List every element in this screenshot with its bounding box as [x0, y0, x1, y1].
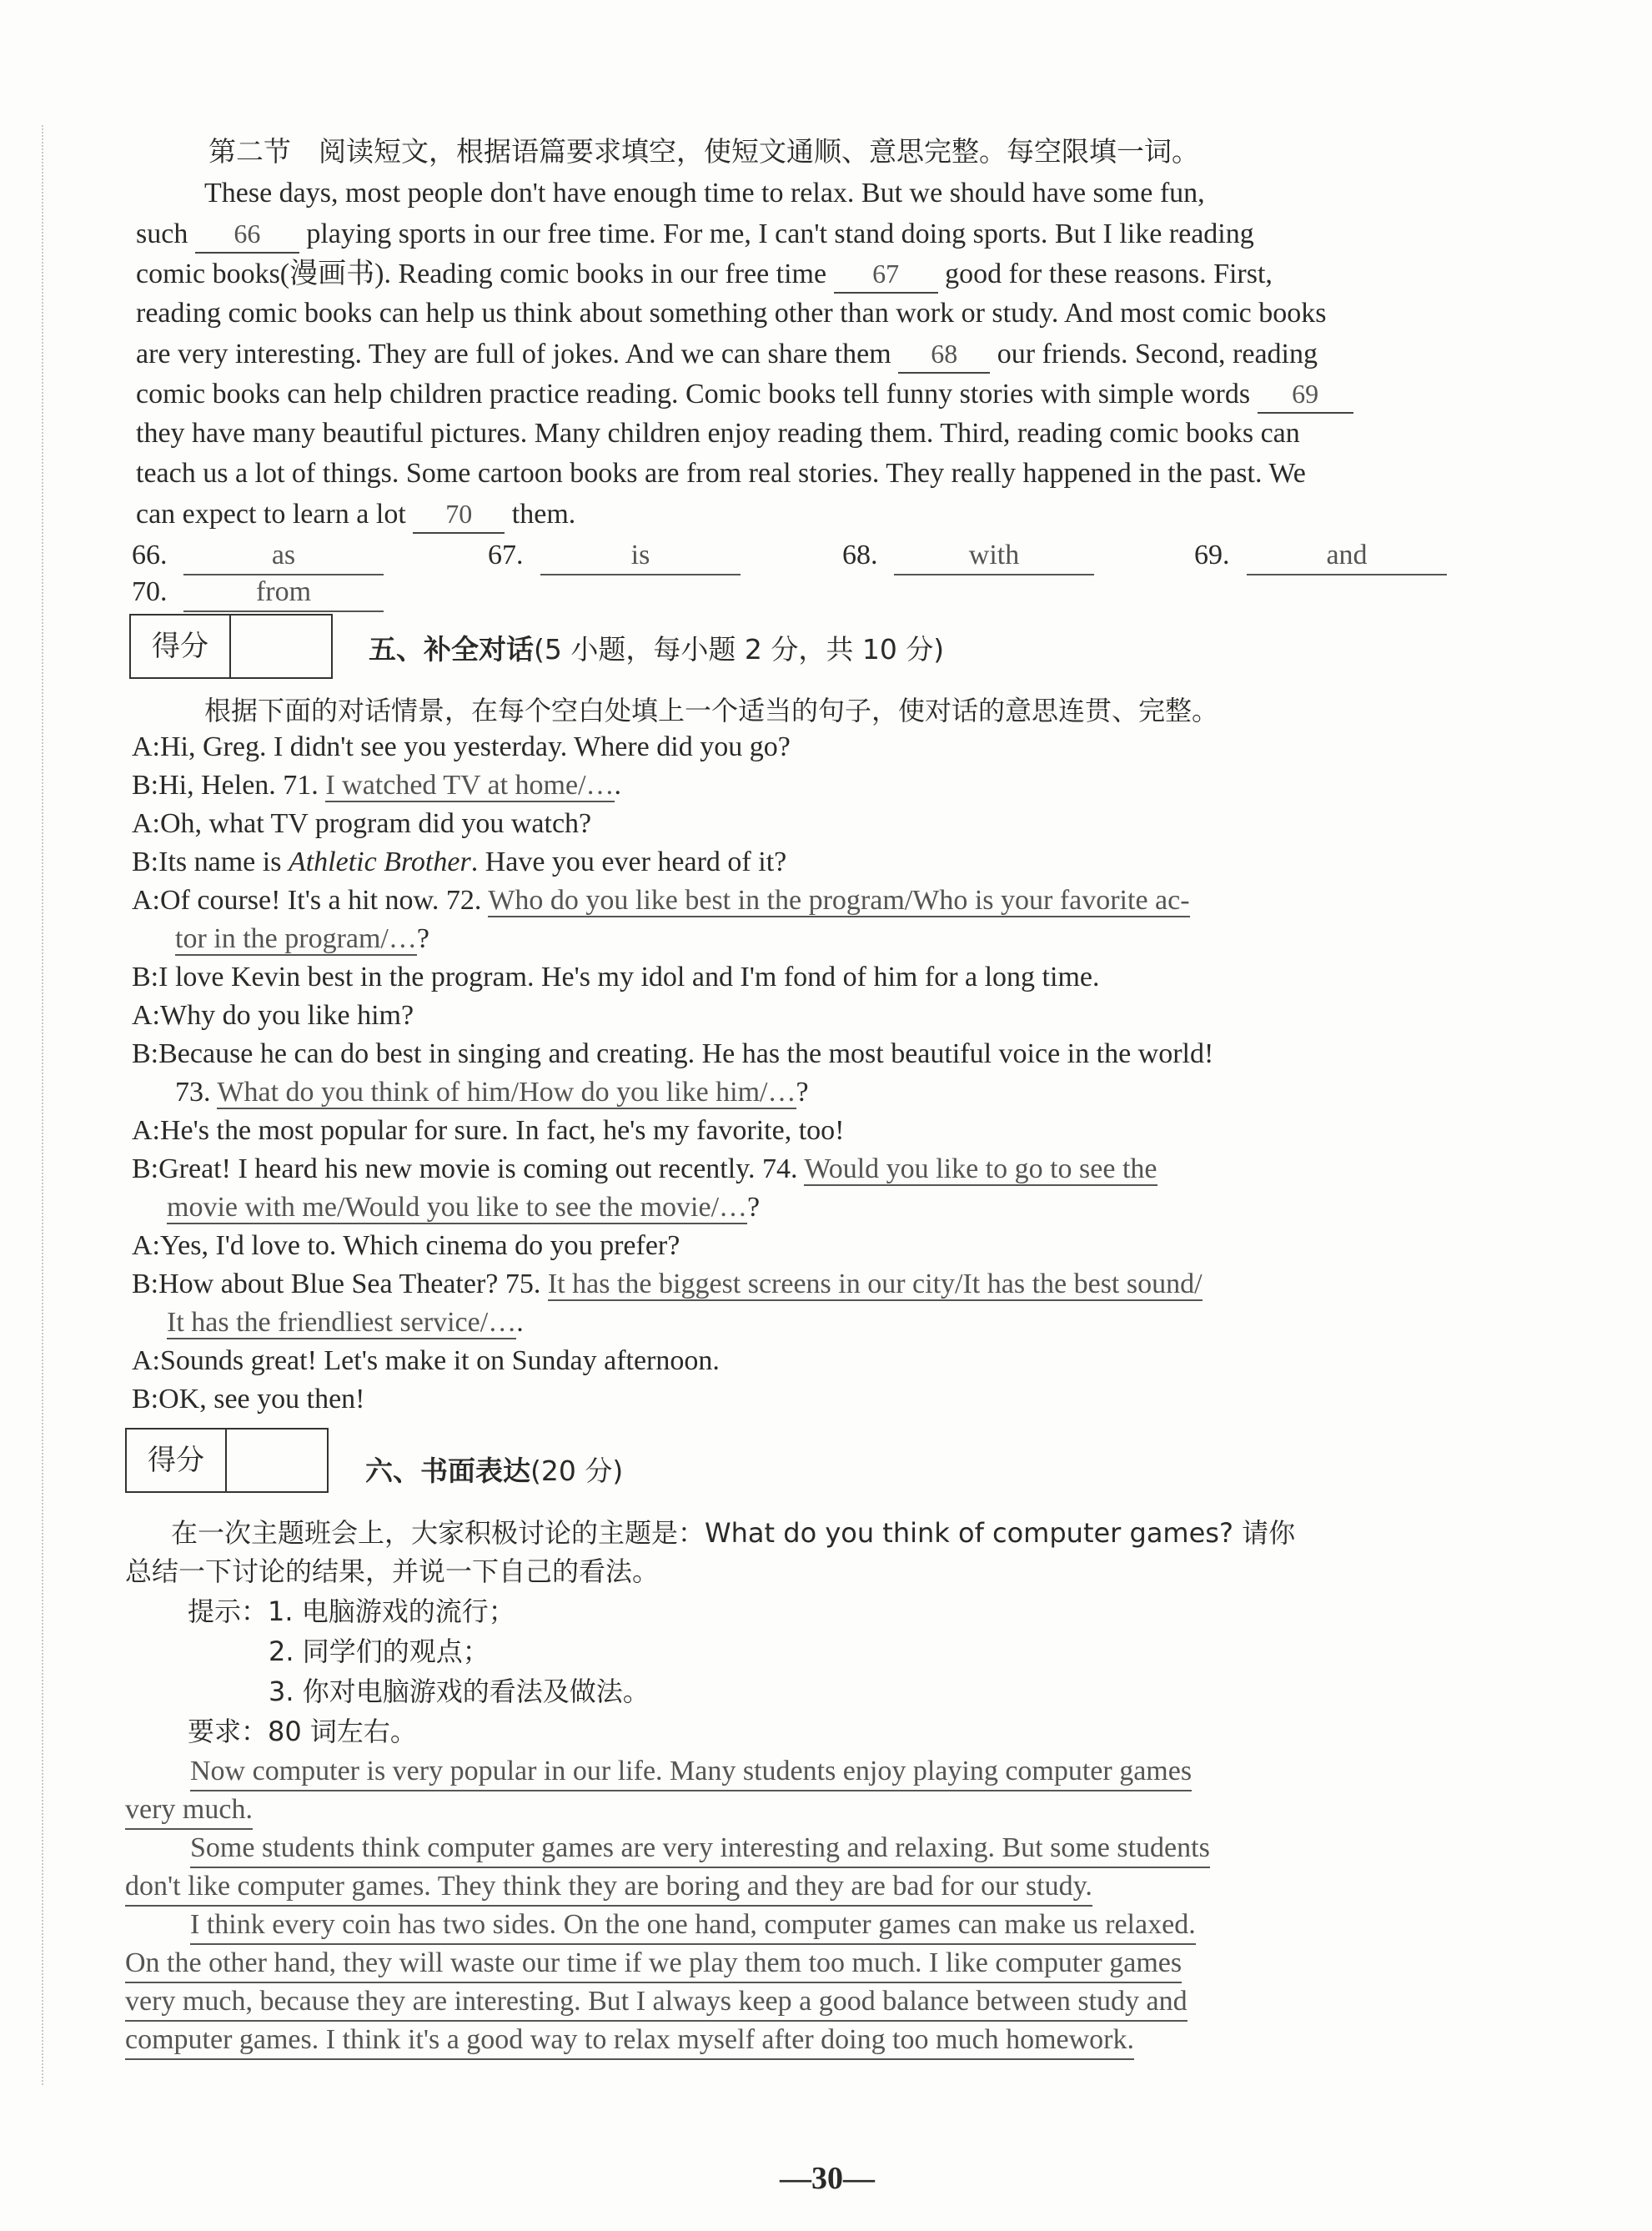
dialogue-line: A:He's the most popular for sure. In fact, he's my favorite, too! [132, 1115, 845, 1146]
answer-number-68: 68. [842, 540, 878, 570]
answer-75: It has the biggest screens in our city/It has the best sound/ [547, 1269, 1203, 1299]
dialogue-line: tor in the program/…? [175, 923, 429, 954]
dialogue-line: B:OK, see you then! [132, 1384, 365, 1414]
dialogue-line: A:Yes, I'd love to. Which cinema do you prefer? [132, 1230, 680, 1261]
dialogue-line: B:Great! I heard his new movie is coming out recently. 74. Would you like to go to see the [132, 1153, 1157, 1184]
dialogue-line: A:Hi, Greg. I didn't see you yesterday. Where did you go? [132, 731, 791, 762]
passage-line: reading comic books can help us think about something other than work or study. And most comic books [136, 298, 1327, 329]
dialogue-line: B:Its name is Athletic Brother. Have you ever heard of it? [132, 847, 787, 877]
essay-line: very much. [125, 1791, 253, 1830]
page-number: —30— [780, 2161, 875, 2196]
answer-74-cont: movie with me/Would you like to see the movie/… [167, 1192, 748, 1223]
passage-line: such 66 playing sports in our free time. For me, I can't stand doing sports. But I like reading [136, 215, 1254, 254]
answer-69: and [1247, 537, 1447, 575]
blank-67: 67 [834, 255, 938, 294]
answer-66: as [183, 537, 384, 575]
answer-number-70: 70. [132, 576, 168, 607]
blank-68: 68 [898, 335, 990, 374]
dialogue-line: A:Why do you like him? [132, 1000, 414, 1031]
answer-67: is [540, 537, 741, 575]
answer-72: Who do you like best in the program/Who is your favorite ac- [488, 885, 1190, 916]
essay-line: Now computer is very popular in our life. Many students enjoy playing computer games [190, 1753, 1192, 1791]
blank-69: 69 [1258, 375, 1353, 414]
margin-rule [42, 125, 43, 2085]
writing-hint: 3. 你对电脑游戏的看法及做法。 [269, 1676, 650, 1707]
essay-line: I think every coin has two sides. On the one hand, computer games can make us relaxed. [190, 1907, 1196, 1945]
section6-title: 六、书面表达(20 分) [365, 1455, 624, 1487]
section5-title: 五、补全对话(5 小题，每小题 2 分，共 10 分) [369, 633, 945, 666]
dialogue-line: It has the friendliest service/…. [167, 1307, 524, 1338]
answer-number-69: 69. [1194, 540, 1230, 570]
dialogue-line: B:How about Blue Sea Theater? 75. It has the biggest screens in our city/It has the best sound/ [132, 1269, 1203, 1299]
score-blank [231, 616, 331, 677]
answer-73: What do you think of him/How do you like him/… [217, 1077, 796, 1108]
essay-line: Some students think computer games are very interesting and relaxing. But some students [190, 1830, 1210, 1868]
passage-line: are very interesting. They are full of jokes. And we can share them 68 our friends. Second, reading [136, 335, 1318, 374]
answer-70: from [183, 574, 384, 612]
blank-70: 70 [413, 495, 505, 534]
writing-prompt: 在一次主题班会上，大家积极讨论的主题是：What do you think of computer games? 请你 [171, 1517, 1296, 1549]
dialogue-line: movie with me/Would you like to see the movie/…? [167, 1192, 761, 1223]
section2-heading: 第二节 阅读短文，根据语篇要求填空，使短文通顺、意思完整。每空限填一词。 [208, 135, 1199, 168]
dialogue-line: B:I love Kevin best in the program. He's my idol and I'm fond of him for a long time. [132, 962, 1100, 992]
dialogue-line: A:Sounds great! Let's make it on Sunday afternoon. [132, 1345, 720, 1376]
answer-number-66: 66. [132, 540, 168, 570]
writing-requirement: 要求：80 词左右。 [188, 1716, 417, 1747]
dialogue-line: B:Because he can do best in singing and creating. He has the most beautiful voice in the world! [132, 1038, 1214, 1069]
blank-66: 66 [195, 215, 299, 254]
score-label: 得分 [127, 1430, 227, 1491]
passage-line: comic books(漫画书). Reading comic books in our free time 67 good for these reasons. First, [136, 255, 1273, 294]
dialogue-line: B:Hi, Helen. 71. I watched TV at home/…. [132, 770, 622, 801]
dialogue-line: 73. What do you think of him/How do you like him/…? [175, 1077, 809, 1108]
answer-72-cont: tor in the program/… [175, 923, 417, 954]
passage-line: comic books can help children practice reading. Comic books tell funny stories with simple words 69 [136, 375, 1353, 414]
answer-68: with [894, 537, 1094, 575]
dialogue-line: A:Oh, what TV program did you watch? [132, 808, 592, 839]
answer-number-67: 67. [488, 540, 524, 570]
writing-hint: 提示：1. 电脑游戏的流行； [188, 1595, 515, 1627]
passage-line: they have many beautiful pictures. Many children enjoy reading them. Third, reading comic books can [136, 418, 1300, 449]
answer-71: I watched TV at home/… [325, 770, 615, 801]
writing-hint: 2. 同学们的观点； [269, 1636, 490, 1667]
passage-line: teach us a lot of things. Some cartoon books are from real stories. They really happened in the past. We [136, 458, 1306, 489]
score-label: 得分 [131, 616, 231, 677]
essay-line: computer games. I think it's a good way to relax myself after doing too much homework. [125, 2022, 1134, 2060]
score-box [129, 614, 333, 679]
score-blank [227, 1430, 327, 1491]
passage-line: can expect to learn a lot 70 them. [136, 495, 575, 534]
section5-instruction: 根据下面的对话情景，在每个空白处填上一个适当的句子，使对话的意思连贯、完整。 [204, 695, 1219, 726]
writing-prompt: 总结一下讨论的结果，并说一下自己的看法。 [125, 1555, 660, 1587]
essay-line: very much, because they are interesting. But I always keep a good balance between study and [125, 1983, 1188, 2022]
answer-75-cont: It has the friendliest service/… [167, 1307, 517, 1338]
score-box [125, 1428, 329, 1493]
dialogue-line: A:Of course! It's a hit now. 72. Who do you like best in the program/Who is your favorite ac- [132, 885, 1190, 916]
passage-line: These days, most people don't have enough time to relax. But we should have some fun, [204, 178, 1205, 209]
essay-line: don't like computer games. They think they are boring and they are bad for our study. [125, 1868, 1092, 1907]
answer-74: Would you like to go to see the [804, 1153, 1157, 1184]
essay-line: On the other hand, they will waste our time if we play them too much. I like computer games [125, 1945, 1182, 1983]
